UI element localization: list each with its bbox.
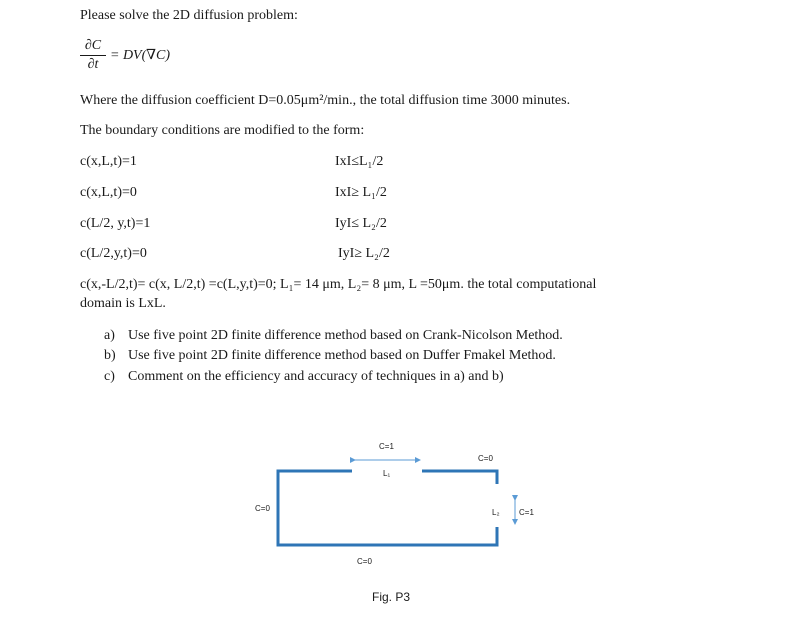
condition-4-right: IyI≥ L₂/2: [338, 246, 390, 261]
label-l1: L₁: [383, 469, 391, 478]
task-a-text: Use five point 2D finite difference method based on Crank-Nicolson Method.: [128, 328, 563, 343]
task-b-mark: b): [104, 348, 116, 363]
equation-rhs: = DV(∇C): [110, 48, 171, 63]
condition-2-right: IxI≥ L₁/2: [335, 185, 387, 200]
equation-numerator: ∂C: [84, 38, 102, 53]
label-top-c1: C=1: [379, 442, 394, 451]
domain-line: domain is LxL.: [80, 296, 166, 311]
condition-3-right: IyI≤ L₂/2: [335, 216, 387, 231]
task-a-mark: a): [104, 328, 115, 343]
condition-3-left: c(L/2, y,t)=1: [80, 216, 151, 231]
task-b-text: Use five point 2D finite difference method based on Duffer Fmakel Method.: [128, 348, 556, 363]
figure-caption: Fig. P3: [372, 590, 411, 604]
extra-conditions-line: c(x,-L/2,t)= c(x, L/2,t) =c(L,y,t)=0; L₁= 14 μm, L₂= 8 μm, L =50μm. the total computational: [80, 277, 597, 292]
label-bottom-c0: C=0: [357, 557, 372, 566]
label-left-c0: C=0: [255, 504, 270, 513]
condition-2-left: c(x,L,t)=0: [80, 185, 137, 200]
label-right-c1: C=1: [519, 508, 534, 517]
label-l2: L₂: [492, 508, 500, 517]
problem-intro: Please solve the 2D diffusion problem:: [80, 8, 298, 23]
domain-boundary-left: [278, 471, 497, 545]
task-c-mark: c): [104, 369, 115, 384]
condition-4-left: c(L/2,y,t)=0: [80, 246, 147, 261]
label-top-right-c0: C=0: [478, 454, 493, 463]
boundary-intro: The boundary conditions are modified to the form:: [80, 123, 365, 138]
condition-1-right: IxI≤L₁/2: [335, 154, 384, 169]
coefficient-line: Where the diffusion coefficient D=0.05μm²/min., the total diffusion time 3000 minutes.: [80, 93, 571, 108]
task-c-text: Comment on the efficiency and accuracy of techniques in a) and b): [128, 369, 504, 384]
equation-denominator: ∂t: [87, 57, 99, 72]
condition-1-left: c(x,L,t)=1: [80, 154, 137, 169]
domain-boundary-right: [422, 471, 497, 484]
